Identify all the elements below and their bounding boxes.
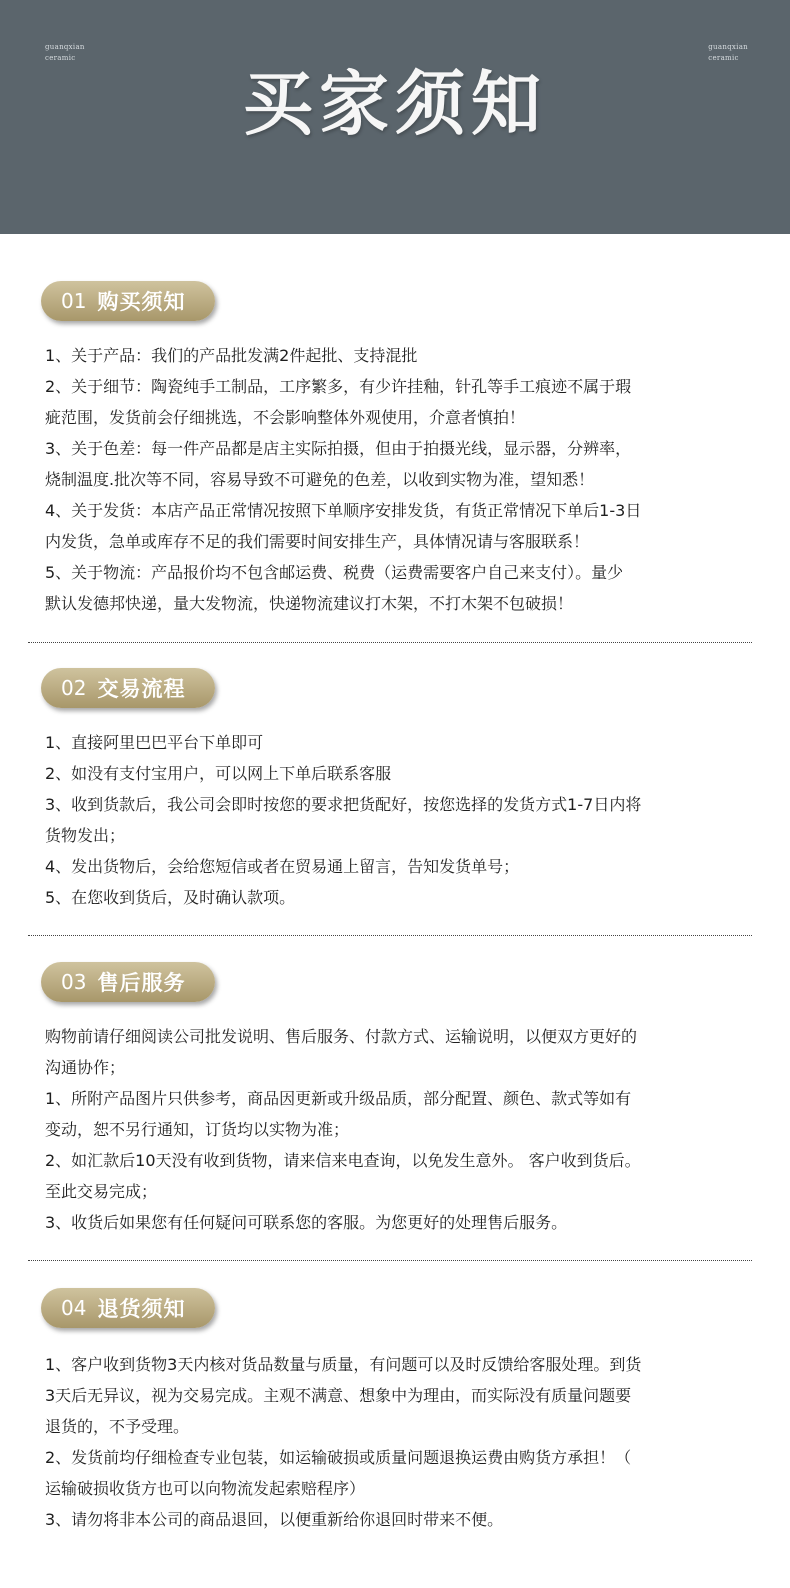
section-title: 售后服务 xyxy=(97,971,186,995)
section-number: 01 xyxy=(61,289,87,313)
text-line: 3、关于色差：每一件产品都是店主实际拍摄，但由于拍摄光线，显示器，分辨率， xyxy=(45,439,632,458)
section-4-header xyxy=(41,1288,215,1328)
text-line: 烧制温度.批次等不同，容易导致不可避免的色差，以收到实物为准，望知悉！ xyxy=(45,470,595,489)
section-3-header xyxy=(41,962,215,1002)
text-line: 退货的，不予受理。 xyxy=(45,1417,190,1436)
text-line: 4、发出货物后，会给您短信或者在贸易通上留言，告知发货单号； xyxy=(45,857,520,876)
brand-subtitle: ceramic xyxy=(45,54,76,62)
text-line: 1、所附产品图片只供参考，商品因更新或升级品质，部分配置、颜色、款式等如有 xyxy=(45,1089,632,1108)
text-line: 货物发出； xyxy=(45,826,126,845)
text-line: 2、如没有支付宝用户，可以网上下单后联系客服 xyxy=(45,764,392,783)
section-number: 04 xyxy=(61,1296,87,1320)
brand-subtitle: ceramic xyxy=(708,54,739,62)
section-divider xyxy=(28,642,752,643)
text-line: 默认发德邦快递，量大发物流，快递物流建议打木架，不打木架不包破损！ xyxy=(45,594,574,613)
section-4-body xyxy=(45,1349,751,1535)
text-line: 5、关于物流：产品报价均不包含邮运费、税费（运费需要客户自己来支付）。量少 xyxy=(45,563,624,582)
section-number: 02 xyxy=(61,676,87,700)
section-divider xyxy=(28,1260,752,1261)
text-line: 内发货，急单或库存不足的我们需要时间安排生产，具体情况请与客服联系！ xyxy=(45,532,590,551)
text-line: 3、请勿将非本公司的商品退回，以便重新给你退回时带来不便。 xyxy=(45,1510,504,1529)
header-banner xyxy=(0,0,790,234)
section-number: 03 xyxy=(61,970,87,994)
text-line: 变动，恕不另行通知，订货均以实物为准； xyxy=(45,1120,350,1139)
text-line: 疵范围，发货前会仔细挑选，不会影响整体外观使用，介意者慎拍！ xyxy=(45,408,526,427)
brand-name: guanqxian xyxy=(45,43,85,51)
section-2-body xyxy=(45,727,751,913)
text-line: 2、发货前均仔细检查专业包装，如运输破损或质量问题退换运费由购货方承担！（ xyxy=(45,1448,632,1467)
text-line: 至此交易完成； xyxy=(45,1182,158,1201)
text-line: 3、收货后如果您有任何疑问可联系您的客服。为您更好的处理售后服务。 xyxy=(45,1213,568,1232)
page-title: 买家须知 xyxy=(243,62,547,145)
text-line: 3天后无异议，视为交易完成。主观不满意、想象中为理由，而实际没有质量问题要 xyxy=(45,1386,632,1405)
text-line: 2、如汇款后10天没有收到货物，请来信来电查询，以免发生意外。 客户收到货后。 xyxy=(45,1151,641,1170)
text-line: 沟通协作； xyxy=(45,1058,126,1077)
section-title: 退货须知 xyxy=(97,1297,186,1321)
section-1-body xyxy=(45,340,751,619)
section-3-body xyxy=(45,1021,751,1238)
section-divider xyxy=(28,935,752,936)
text-line: 5、在您收到货后，及时确认款项。 xyxy=(45,888,296,907)
section-title: 购买须知 xyxy=(97,290,186,314)
text-line: 1、直接阿里巴巴平台下单即可 xyxy=(45,733,264,752)
section-1-header xyxy=(41,281,215,321)
text-line: 1、客户收到货物3天内核对货品数量与质量，有问题可以及时反馈给客服处理。到货 xyxy=(45,1355,642,1374)
text-line: 4、关于发货：本店产品正常情况按照下单顺序安排发货，有货正常情况下单后1-3日 xyxy=(45,501,642,520)
brand-name: guanqxian xyxy=(708,43,748,51)
text-line: 购物前请仔细阅读公司批发说明、售后服务、付款方式、运输说明，以便双方更好的 xyxy=(45,1027,638,1046)
text-line: 3、收到货款后，我公司会即时按您的要求把货配好，按您选择的发货方式1-7日内将 xyxy=(45,795,642,814)
text-line: 2、关于细节：陶瓷纯手工制品，工序繁多，有少许挂釉，针孔等手工痕迹不属于瑕 xyxy=(45,377,632,396)
section-2-header xyxy=(41,668,215,708)
text-line: 1、关于产品：我们的产品批发满2件起批、支持混批 xyxy=(45,346,418,365)
section-title: 交易流程 xyxy=(97,677,186,701)
text-line: 运输破损收货方也可以向物流发起索赔程序） xyxy=(45,1479,366,1498)
